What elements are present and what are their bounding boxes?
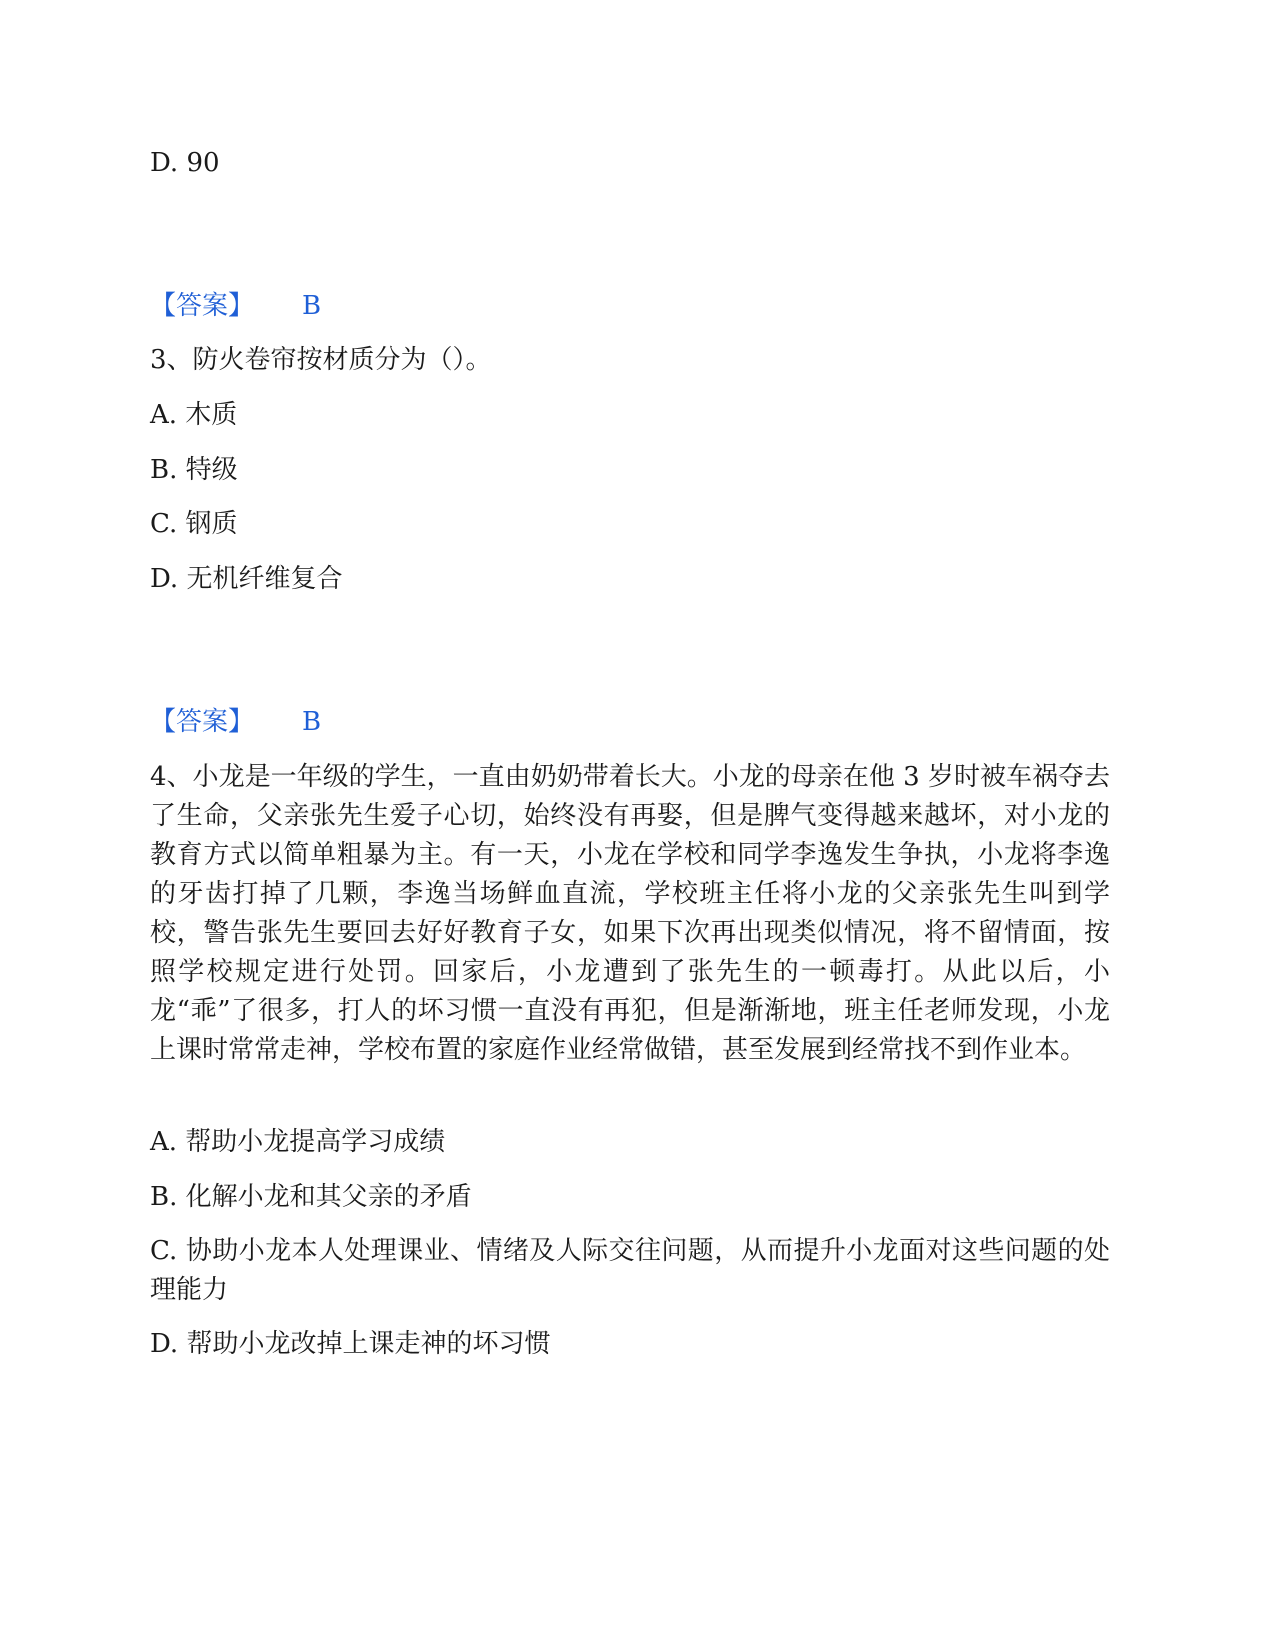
q3-option-c: C. 钢质 — [150, 509, 238, 539]
q2-option-d: D. 90 — [150, 148, 220, 178]
q4-question: 4、小龙是一年级的学生，一直由奶奶带着长大。小龙的母亲在他 3 岁时被车祸夺去了生命，父亲张先生爱子心切，始终没有再娶，但是脾气变得越来越坏，对小龙的教育方式以简单粗暴为主。有一天，小龙在学校和同学李逸发生争执，小龙将李逸的牙齿打掉了几颗，李逸当场鲜血直流，学校班主任将小龙的父亲张先生叫到学校，警告张先生要回去好好教育子女，如果下次再出现类似情况，将不留情面，按照学校规定进行处罚。回家后，小龙遭到了张先生的一顿毒打。从此以后，小龙“乖”了很多，打人的坏习惯一直没有再犯，但是渐渐地，班主任老师发现，小龙上课时常常走神，学校布置的家庭作业经常做错，甚至发展到经常找不到作业本。 — [150, 762, 1110, 1065]
q3-answer — [150, 703, 321, 741]
q3-option-b: B. 特级 — [150, 455, 238, 485]
answer-value: B — [302, 707, 322, 737]
answer-label: 【答案】 — [150, 291, 255, 321]
q4-option-b: B. 化解小龙和其父亲的矛盾 — [150, 1182, 472, 1212]
answer-value: B — [302, 291, 322, 321]
q4-option-d: D. 帮助小龙改掉上课走神的坏习惯 — [150, 1329, 551, 1359]
answer-label: 【答案】 — [150, 707, 255, 737]
q3-question: 3、防火卷帘按材质分为（）。 — [150, 345, 492, 375]
q3-option-a: A. 木质 — [150, 400, 238, 430]
q4-option-c: C. 协助小龙本人处理课业、情绪及人际交往问题，从而提升小龙面对这些问题的处理能力 — [150, 1236, 1110, 1305]
q4-option-a: A. 帮助小龙提高学习成绩 — [150, 1127, 446, 1157]
q3-option-d: D. 无机纤维复合 — [150, 564, 343, 594]
q2-answer — [150, 287, 321, 325]
